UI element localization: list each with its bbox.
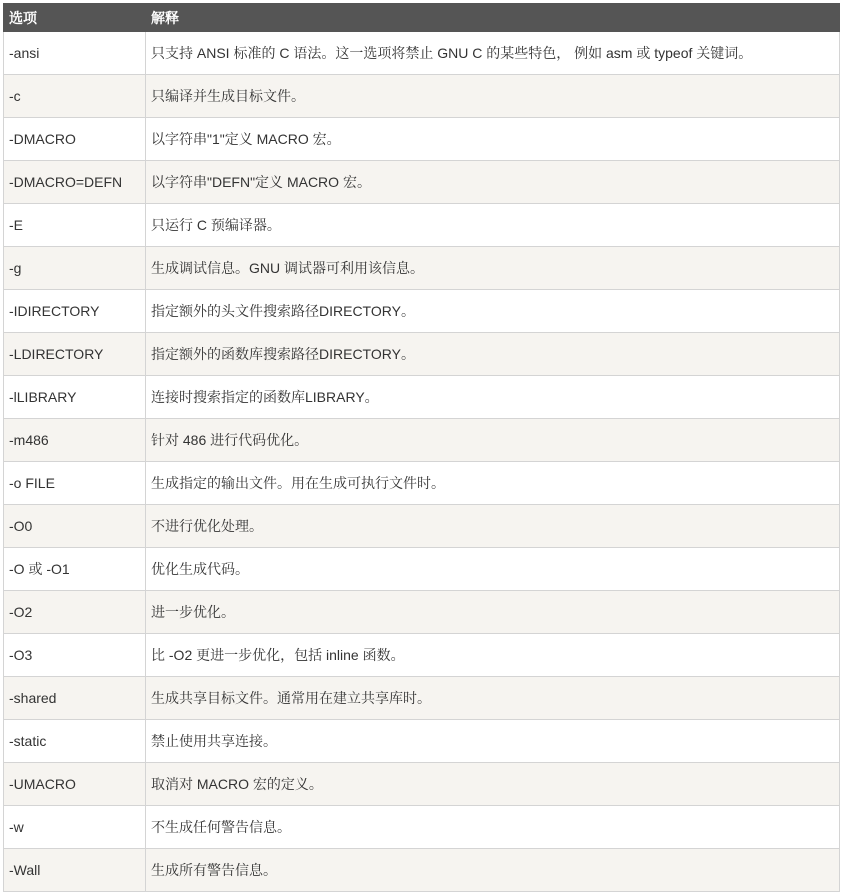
option-cell: -O2 (4, 591, 146, 634)
option-cell: -UMACRO (4, 763, 146, 806)
table-header (4, 4, 840, 32)
option-cell: -LDIRECTORY (4, 333, 146, 376)
gcc-options-table (3, 3, 840, 892)
table-row (4, 806, 840, 849)
table-row (4, 333, 840, 376)
option-cell: -static (4, 720, 146, 763)
table-row (4, 161, 840, 204)
option-cell: -O0 (4, 505, 146, 548)
option-cell: -O 或 -O1 (4, 548, 146, 591)
description-cell: 只运行 C 预编译器。 (146, 204, 840, 247)
table-row (4, 247, 840, 290)
option-cell: -DMACRO=DEFN (4, 161, 146, 204)
description-cell: 优化生成代码。 (146, 548, 840, 591)
table-row (4, 505, 840, 548)
table-row (4, 75, 840, 118)
table-row (4, 763, 840, 806)
table-row (4, 419, 840, 462)
description-cell: 禁止使用共享连接。 (146, 720, 840, 763)
option-cell: -ansi (4, 32, 146, 75)
description-cell: 取消对 MACRO 宏的定义。 (146, 763, 840, 806)
option-cell: -E (4, 204, 146, 247)
description-cell: 以字符串"1"定义 MACRO 宏。 (146, 118, 840, 161)
option-cell: -O3 (4, 634, 146, 677)
table-row (4, 462, 840, 505)
option-cell: -IDIRECTORY (4, 290, 146, 333)
table-row (4, 204, 840, 247)
table-row (4, 849, 840, 892)
table-row (4, 376, 840, 419)
option-cell: -m486 (4, 419, 146, 462)
table-body (4, 32, 840, 892)
description-cell: 连接时搜索指定的函数库LIBRARY。 (146, 376, 840, 419)
header-row (4, 4, 840, 32)
description-cell: 只支持 ANSI 标准的 C 语法。这一选项将禁止 GNU C 的某些特色， 例如 asm 或 typeof 关键词。 (146, 32, 840, 75)
option-cell: -DMACRO (4, 118, 146, 161)
table-row (4, 32, 840, 75)
option-cell: -lLIBRARY (4, 376, 146, 419)
description-cell: 生成指定的输出文件。用在生成可执行文件时。 (146, 462, 840, 505)
table-row (4, 677, 840, 720)
description-cell: 以字符串"DEFN"定义 MACRO 宏。 (146, 161, 840, 204)
description-cell: 不生成任何警告信息。 (146, 806, 840, 849)
header-option: 选项 (4, 4, 146, 32)
option-cell: -shared (4, 677, 146, 720)
description-cell: 针对 486 进行代码优化。 (146, 419, 840, 462)
description-cell: 只编译并生成目标文件。 (146, 75, 840, 118)
option-cell: -g (4, 247, 146, 290)
option-cell: -Wall (4, 849, 146, 892)
description-cell: 比 -O2 更进一步优化，包括 inline 函数。 (146, 634, 840, 677)
option-cell: -w (4, 806, 146, 849)
description-cell: 进一步优化。 (146, 591, 840, 634)
table-row (4, 118, 840, 161)
description-cell: 不进行优化处理。 (146, 505, 840, 548)
description-cell: 生成所有警告信息。 (146, 849, 840, 892)
description-cell: 指定额外的头文件搜索路径DIRECTORY。 (146, 290, 840, 333)
description-cell: 生成共享目标文件。通常用在建立共享库时。 (146, 677, 840, 720)
table-row (4, 290, 840, 333)
description-cell: 指定额外的函数库搜索路径DIRECTORY。 (146, 333, 840, 376)
table-row (4, 591, 840, 634)
option-cell: -o FILE (4, 462, 146, 505)
description-cell: 生成调试信息。GNU 调试器可利用该信息。 (146, 247, 840, 290)
option-cell: -c (4, 75, 146, 118)
table-row (4, 548, 840, 591)
gcc-options-table-container (3, 3, 839, 892)
header-description: 解释 (146, 4, 840, 32)
table-row (4, 720, 840, 763)
table-row (4, 634, 840, 677)
